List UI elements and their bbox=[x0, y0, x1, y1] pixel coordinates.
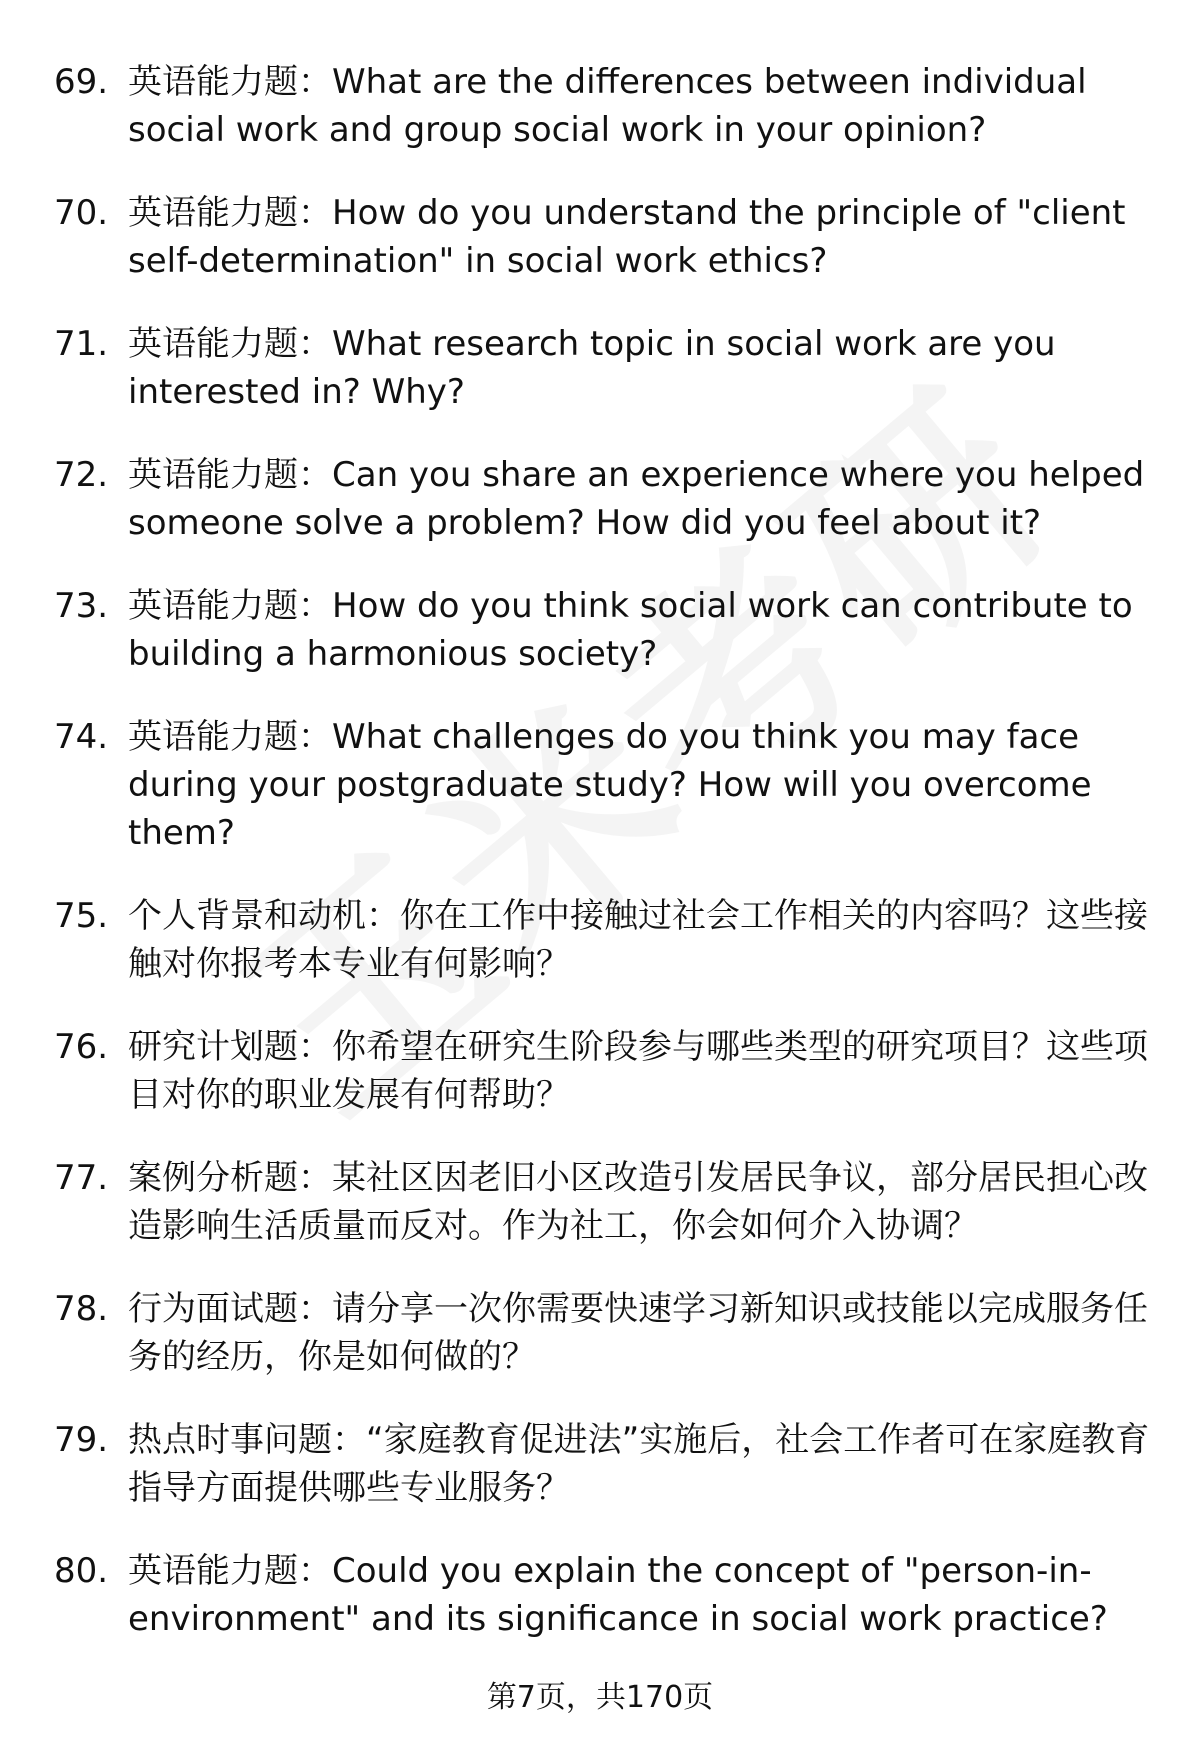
question-number: 79. bbox=[54, 1420, 109, 1460]
question-text: 热点时事问题：“家庭教育促进法”实施后，社会工作者可在家庭教育指导方面提供哪些专业服务？ bbox=[128, 1420, 1150, 1508]
question-item bbox=[0, 713, 1200, 857]
question-item bbox=[0, 1416, 1200, 1512]
question-list bbox=[0, 58, 1200, 1678]
question-number: 78. bbox=[54, 1289, 109, 1329]
question-text: 英语能力题：What challenges do you think you may face during your postgraduate study? How will you overcome them? bbox=[128, 717, 1092, 853]
question-number: 74. bbox=[54, 717, 109, 757]
question-item bbox=[0, 320, 1200, 416]
question-text: 研究计划题：你希望在研究生阶段参与哪些类型的研究项目？这些项目对你的职业发展有何帮助？ bbox=[128, 1027, 1148, 1115]
question-number: 80. bbox=[54, 1551, 109, 1591]
question-text: 案例分析题：某社区因老旧小区改造引发居民争议，部分居民担心改造影响生活质量而反对。作为社工，你会如何介入协调？ bbox=[128, 1158, 1148, 1246]
question-text: 英语能力题：What research topic in social work are you interested in? Why? bbox=[128, 324, 1056, 412]
question-number: 73. bbox=[54, 586, 109, 626]
question-item bbox=[0, 582, 1200, 678]
question-number: 72. bbox=[54, 455, 109, 495]
question-number: 77. bbox=[54, 1158, 109, 1198]
question-item bbox=[0, 58, 1200, 154]
question-item bbox=[0, 1023, 1200, 1119]
question-item bbox=[0, 892, 1200, 988]
question-item bbox=[0, 1154, 1200, 1250]
question-text: 英语能力题：Can you share an experience where you helped someone solve a problem? How did you feel about it? bbox=[128, 455, 1145, 543]
page-footer: 第7页，共170页 bbox=[486, 1680, 714, 1715]
question-number: 71. bbox=[54, 324, 109, 364]
question-number: 76. bbox=[54, 1027, 109, 1067]
question-item bbox=[0, 189, 1200, 285]
question-number: 70. bbox=[54, 193, 109, 233]
question-item bbox=[0, 1285, 1200, 1381]
question-number: 69. bbox=[54, 62, 109, 102]
question-text: 英语能力题：How do you understand the principle of "client self-determination" in social work ethics? bbox=[128, 193, 1126, 281]
question-text: 英语能力题：What are the differences between individual social work and group social work in your opinion? bbox=[128, 62, 1087, 150]
question-text: 行为面试题：请分享一次你需要快速学习新知识或技能以完成服务任务的经历，你是如何做的？ bbox=[128, 1289, 1148, 1377]
question-text: 英语能力题：Could you explain the concept of "person-in-environment" and its significance in social work practice? bbox=[128, 1551, 1108, 1639]
question-number: 75. bbox=[54, 896, 109, 936]
question-item bbox=[0, 1547, 1200, 1643]
question-text: 英语能力题：How do you think social work can contribute to building a harmonious society? bbox=[128, 586, 1133, 674]
question-text: 个人背景和动机：你在工作中接触过社会工作相关的内容吗？这些接触对你报考本专业有何影响？ bbox=[128, 896, 1148, 984]
question-item bbox=[0, 451, 1200, 547]
